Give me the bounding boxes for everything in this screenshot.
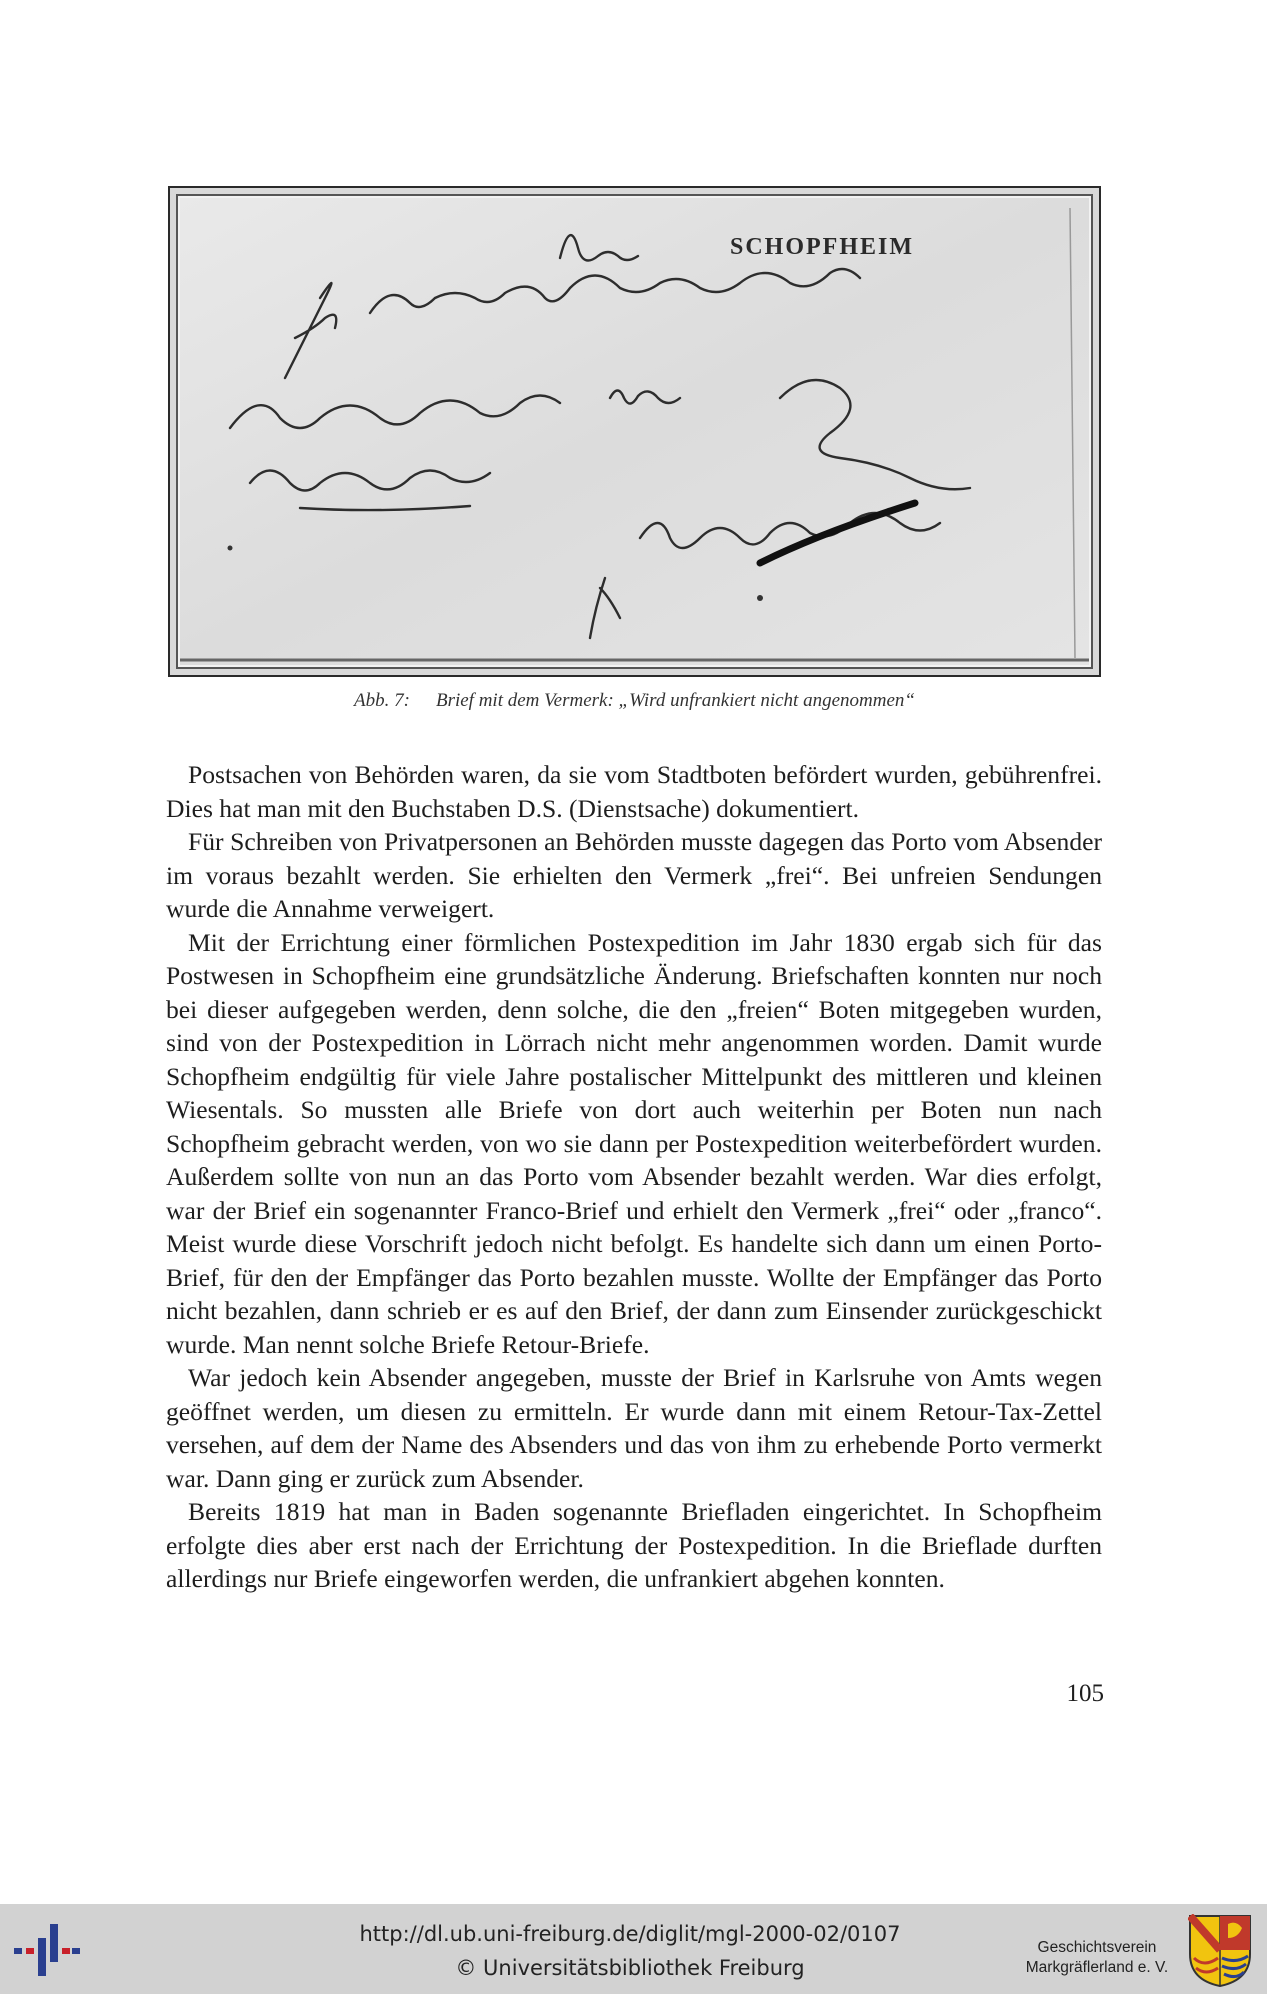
society-name-line1: Geschichtsverein	[1037, 1939, 1157, 1956]
caption-text: Brief mit dem Vermerk: „Wird unfrankiert nicht angenommen“	[435, 690, 915, 711]
society-name-line2: Markgräflerland e. V.	[1025, 1959, 1169, 1976]
library-logo-icon[interactable]	[14, 1924, 80, 1976]
postmark-stamp: SCHOPFHEIM	[730, 234, 915, 260]
paragraph: Mit der Errichtung einer förmlichen Postexpedition im Jahr 1830 ergab sich für das Postwesen in Schopfheim eine grundsätzliche Änderung. Briefschaften konnten nur noch bei dieser aufgegeben werden, denn solche, die den „freien“ Boten mitgegeben wurden, sind von der Postexpedition in Lörrach nicht mehr angenommen worden. Damit wurde Schopfheim endgültig für viele Jahre postalischer Mittelpunkt des mittleren und kleinen Wiesentals. So mussten alle Briefe von dort auch weiterhin per Boten nun nach Schopfheim gebracht werden, von wo sie dann per Postexpedition weiterbefördert wurden. Außerdem sollte von nun an das Porto vom Absender bezahlt werden. War dies erfolgt, war der Brief ein sogenannter Franco-Brief und erhielt den Vermerk „frei“ oder „franco“. Meist wurde diese Vorschrift jedoch nicht befolgt. Es handelte sich dann um einen Porto-Brief, für den der Empfänger das Porto bezahlen musste. Wollte der Empfänger das Porto nicht bezahlen, dann schrieb er es auf den Brief, der dann zum Einsender zurückgeschickt wurde. Man nennt solche Briefe Retour-Briefe.	[166, 927, 1102, 1359]
letter-photograph	[168, 186, 1101, 677]
page-number: 105	[1066, 1680, 1104, 1707]
paragraph: War jedoch kein Absender angegeben, musste der Brief in Karlsruhe von Amts wegen geöffnet werden, um diesen zu ermitteln. Er wurde dann mit einem Retour-Tax-Zettel versehen, auf dem der Name des Absenders und das von ihm zu erhebende Porto vermerkt war. Dann ging er zurück zum Absender.	[166, 1363, 1102, 1493]
copyright-text: © Universitätsbibliothek Freiburg	[455, 1956, 805, 1980]
envelope-surface	[180, 198, 1089, 665]
body-text	[166, 758, 1102, 1596]
document-url-link[interactable]: http://dl.ub.uni-freiburg.de/diglit/mgl-2000-02/0107	[359, 1922, 901, 1946]
letter-image	[170, 188, 1099, 675]
paragraph: Postsachen von Behörden waren, da sie vom Stadtboten befördert wurden, gebührenfrei. Dies hat man mit den Buchstaben D.S. (Dienstsache) dokumentiert.	[166, 760, 1102, 823]
society-name	[1012, 1938, 1182, 1978]
footer-bar	[0, 1904, 1267, 1994]
paragraph: Für Schreiben von Privatpersonen an Behörden musste dagegen das Porto vom Absender im voraus bezahlt werden. Sie erhielten den Vermerk „frei“. Bei unfreien Sendungen wurde die Annahme verweigert.	[166, 827, 1102, 923]
coat-of-arms-icon[interactable]	[1188, 1914, 1252, 1988]
figure-caption	[168, 690, 1101, 712]
paragraph: Bereits 1819 hat man in Baden sogenannte Briefladen eingerichtet. In Schopfheim erfolgte dies aber erst nach der Errichtung der Postexpedition. In die Brieflade durften allerdings nur Briefe eingeworfen werden, die unfrankiert abgehen konnten.	[166, 1497, 1102, 1593]
caption-label: Abb. 7:	[354, 690, 410, 711]
